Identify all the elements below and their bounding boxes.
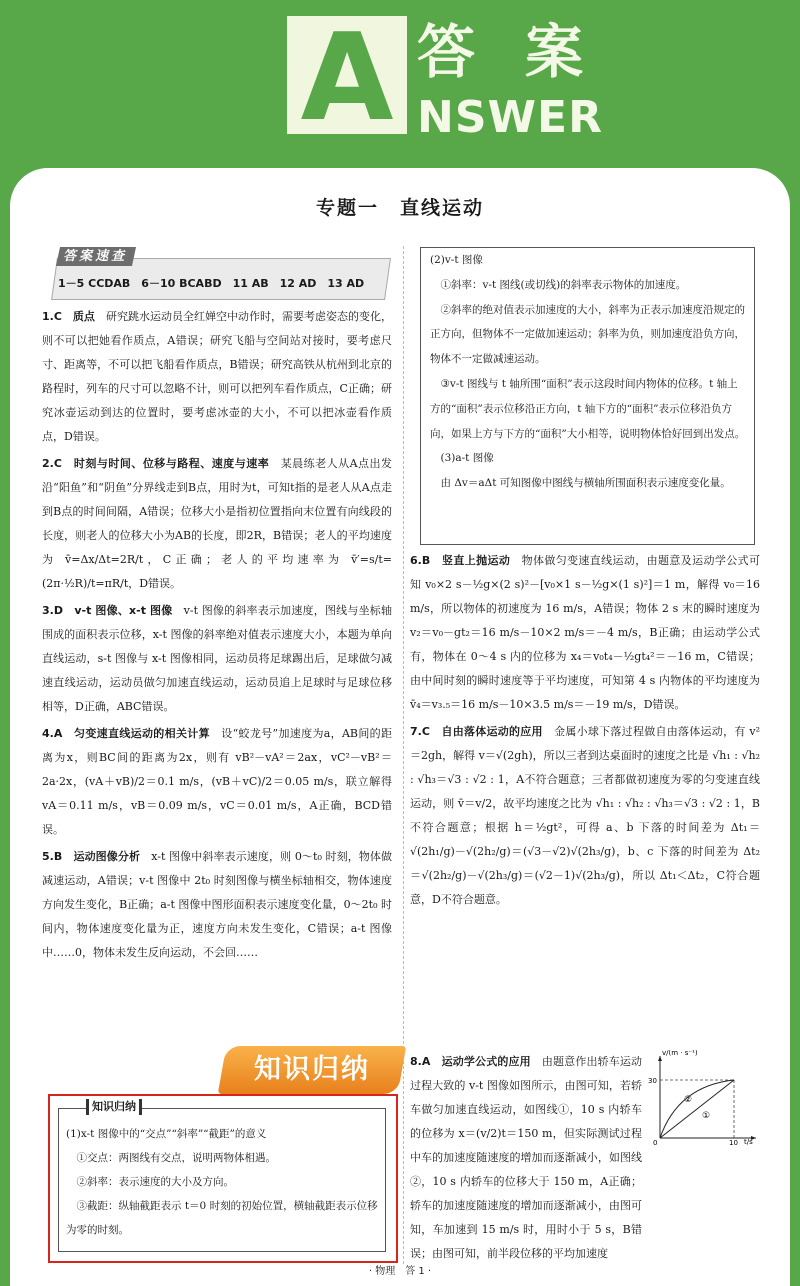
question-paragraph [410,549,760,717]
y-tick: 30 [648,1077,657,1085]
question-text: 物体做匀变速直线运动，由题意及运动学公式可知 v₀×2 s－½g×(2 s)²－[v₀×1 s－½g×(1 s)²]＝1 m，解得 v₀＝16 m/s，所以物体的初速度为 16 m/s，A错误；物体 2 s 末的瞬时速度为 v₂＝v₀－gt₂＝16 m/s－10×2 m/s＝－4 m/s，B正确；由运动学公式有，物体在 0～4 s 内的位移为 x₄＝v₀t₄－½gt₄²＝－16 m，C错误；由中间时刻的瞬时速度等于平均速度，可知第 4 s 内物体的平均速度为 v̄₄＝v₃.₅＝16 m/s－10×3.5 m/s＝－19 m/s，D错误。 [410,554,761,711]
question-topic: 质点 [72,310,95,323]
curve-2-label: ② [684,1095,693,1105]
logo-chinese: 答案 [417,18,634,86]
question-number: 5.B [42,850,63,863]
knowledge-line: ①斜率：v-t 图线(或切线)的斜率表示物体的加速度。 [440,278,687,291]
knowledge-line: ③截距：纵轴截距表示 t＝0 时刻的初始位置，横轴截距表示位移为零的时刻。 [66,1200,378,1236]
question-topic: 时刻与时间、位移与路程、速度与速率 [73,457,270,470]
left-paragraphs [42,305,392,965]
question-topic: 运动学公式的应用 [441,1055,531,1068]
knowledge-line: (2)v-t 图像 [430,254,483,266]
page-title: 专题一 直线运动 [315,197,484,219]
logo-box [287,9,407,148]
question-number: 6.B [410,554,431,567]
knowledge-line: (3)a-t 图像 [440,452,494,465]
knowledge-line: ②斜率：表示速度的大小及方向。 [76,1176,234,1188]
question-number: 7.C [410,725,430,738]
quick-answers [42,245,392,305]
question-text: 研究跳水运动员全红婵空中动作时，需要考虑姿态的变化，则不可以把她看作质点，A错误；研究飞船与空间站对接时，要考虑尺寸、距离等，不可以把飞船看作质点，B错误；研究高铁从杭州到北京的路程时，列车的尺寸可以忽略不计，则可以把列车看作质点，C正确；研究冰壶运动到达的位置时，要考虑冰壶的大小，不可以把冰壶看作质点，D错误。 [42,310,393,443]
curve-1-label: ① [702,1111,711,1121]
knowledge-box-text [66,1122,382,1242]
quick-answers-text: 1－5 CCDAB 6－10 BCABD 11 AB 12 AD 13 AD [58,277,365,290]
question-text: 由题意作出轿车运动过程大致的 v-t 图像如图所示，由图可知，若轿车做匀加速直线运动，如图线①，10 s 内轿车的位移为 x＝(v/2)t＝150 m，但实际测试过程中车的加速度随速度的增加而逐渐减小，如图线②，10 s 内轿车的位移大于 150 m，A正确；轿车的加速度随速度的增加而逐渐减小，由图可知，车加速到 15 m/s 时，用时小于 5 s，B错误；由图可知，前半段位移的平均加速度 [410,1055,643,1260]
right-paragraphs [410,549,760,912]
knowledge-line: (1)x-t 图像中的“交点”“斜率”“截距”的意义 [66,1128,267,1140]
logo-letter: A [300,9,394,148]
knowledge-line: 由 Δv＝aΔt 可知图像中图线与横轴所围面积表示速度变化量。 [440,477,731,490]
right-column [410,245,760,912]
knowledge-line: ①交点：两图线有交点，说明两物体相遇。 [76,1152,276,1164]
x-tick: 10 [729,1139,738,1145]
question-paragraph [42,599,392,719]
banner-text: 知识归纳 [254,1054,370,1085]
knowledge-box-tab: 知识归纳 [86,1099,142,1115]
question-topic: 匀变速直线运动的相关计算 [74,727,210,740]
knowledge-line: ③v-t 图线与 t 轴所围“面积”表示这段时间内物体的位移。t 轴上方的“面积”表示位移沿正方向，t 轴下方的“面积”表示位移沿负方向，如果上方与下方的“面积”大小相等，说明物体恰好回到出发点。 [430,377,746,440]
left-column [42,245,392,965]
question-topic: v-t 图像、x-t 图像 [74,604,173,617]
knowledge-line: ②斜率的绝对值表示加速度的大小，斜率为正表示加速度沿规定的正方向，但物体不一定做加速运动；斜率为负，则加速度沿负方向，物体不一定做减速运动。 [430,303,745,366]
question-number: 2.C [42,457,62,470]
logo-english: NSWER [417,92,603,143]
quick-answers-tab: 答案速查 [56,247,136,266]
page-footer: · 物理 答 1 · [368,1266,432,1277]
question-paragraph [42,845,392,965]
header [0,0,800,175]
question-paragraph [42,722,392,842]
curve-1 [660,1080,734,1138]
question-topic: 运动图像分析 [73,850,141,863]
question-text: 金属小球下落过程做自由落体运动，有 v²＝2gh，解得 v＝√(2gh)，所以三者到达桌面时的速度之比是 √h₁ : √h₂ : √h₃＝√3 : √2 : 1，A不符合题意；三者都做初速度为零的匀变速直线运动，则 v̄＝v/2，故平均速度之比为 √h₁ : √h₂ : √h₃＝√3 : √2 : 1，B不符合题意；根据 h＝½gt²，可得 a、b 下落的时间差为 Δt₁＝√(2h₁/g)－√(2h₂/g)＝(√3－√2)√(2h₃/g)，b、c 下落的时间差为 Δt₂＝√(2h₂/g)－√(2h₃/g)＝(√2－1)√(2h₃/g)，所以 Δt₁＜Δt₂，C符合题意，D不符合题意。 [410,725,760,906]
question-text: 设“蛟龙号”加速度为a，AB间的距离为x，则BC间的距离为2x，则有 vB²－vA²＝2ax，vC²－vB²＝2a·2x，(vA＋vB)/2＝0.1 m/s，(vB＋vC)/2＝0.05 m/s，联立解得 vA＝0.11 m/s，vB＝0.09 m/s，vC＝0.01 m/s，A正确，BCD错误。 [42,727,392,836]
y-axis-label: v/(m · s⁻¹) [662,1050,698,1057]
question-text: v-t 图像的斜率表示加速度，图线与坐标轴围成的面积表示位移，x-t 图像的斜率绝对值表示速度大小，本题为单向直线运动，s-t 图像与 x-t 图像相同，运动员将足球踢出后，足球做匀减速直线运动，运动员做匀加速直线运动，运动员追上足球时与足球位移相等，D正确，ABC错误。 [42,604,393,713]
question-paragraph [42,452,392,596]
question-number: 8.A [410,1055,431,1068]
question-paragraph [410,720,760,912]
knowledge-banner [222,1046,402,1094]
column-divider [403,246,404,1264]
x-axis-label: t/s [744,1138,753,1145]
question-number: 3.D [42,604,63,617]
question-number: 4.A [42,727,63,740]
question-text: x-t 图像中斜率表示速度，则 0～t₀ 时刻，物体做减速运动，A错误；v-t 图像中 2t₀ 时刻图像与横坐标轴相交，物体速度方向发生变化，B正确；a-t 图像中图形面积表示速度变化量，0～2t₀ 时间内，物体速度变化量为正，速度方向未发生变化，C错误；a-t 图像中……0，物体未发生反向运动，不会回…… [42,850,393,959]
vt-graph [648,1050,760,1145]
origin-label: 0 [653,1139,658,1145]
question-number: 1.C [42,310,62,323]
question-paragraph [42,305,392,449]
question-topic: 自由落体运动的应用 [441,725,543,738]
question-text: 某晨练老人从A点出发沿“阳鱼”和“阴鱼”分界线走到B点，用时为t，可知t指的是老人从A点走到B点的时间间隔，A错误；位移大小是指初位置指向末位置有向线段的长度，则老人的位移大小为AB的长度，即2R，B错误；老人的平均速度为 v̄=Δx/Δt=2R/t，C正确；老人的平均速率为 v̄′=s/t=(2π·½R)/t=πR/t，D错误。 [42,457,393,590]
question-topic: 竖直上抛运动 [441,554,511,567]
